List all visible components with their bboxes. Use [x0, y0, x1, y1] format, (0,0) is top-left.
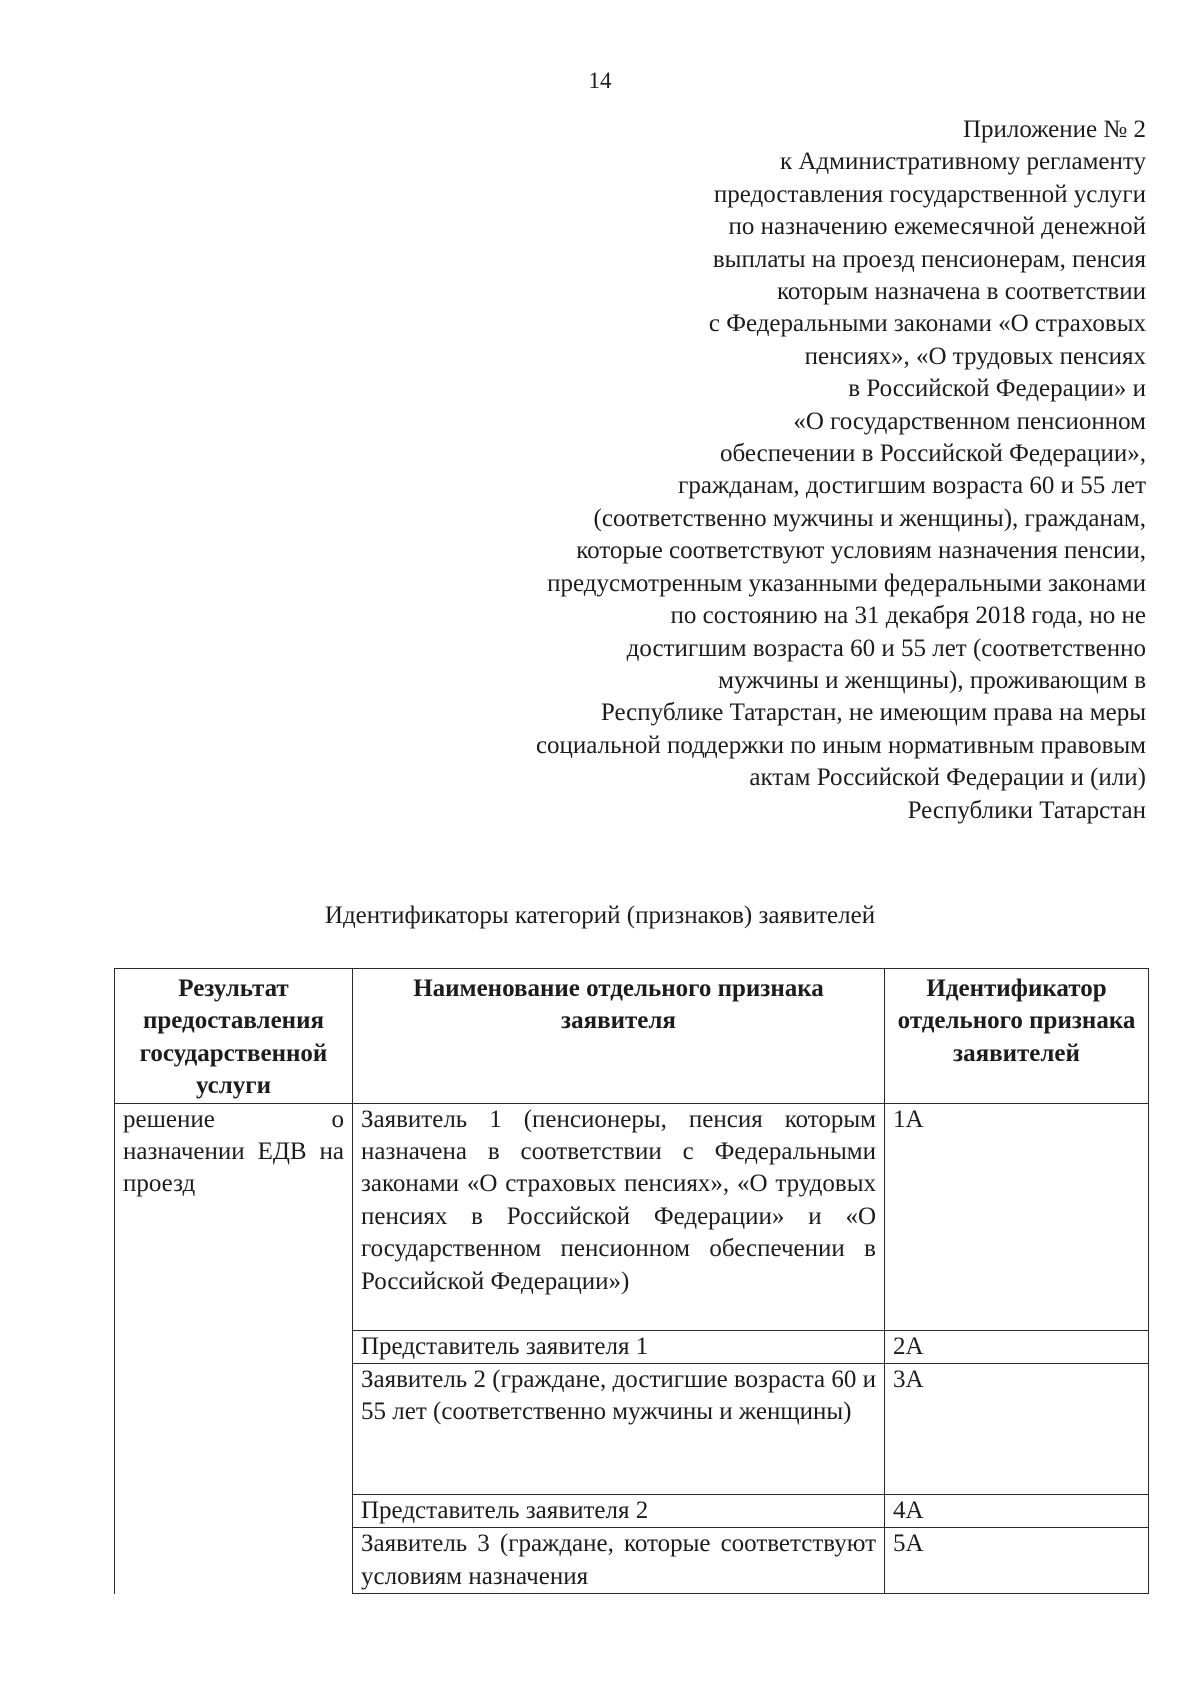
page-number: 14	[588, 68, 612, 93]
appendix-line: актам Российской Федерации и (или)	[749, 764, 1146, 792]
identifier-cell: 2А	[885, 1330, 1149, 1363]
appendix-line: предусмотренным указанными федеральными законами	[547, 569, 1146, 597]
appendix-header	[426, 114, 1146, 827]
identifiers-table	[114, 968, 1149, 1594]
header-name: Наименование отдельного признака заявителя	[353, 969, 885, 1104]
header-identifier: Идентификатор отдельного признака заявителей	[885, 969, 1149, 1104]
appendix-line: по состоянию на 31 декабря 2018 года, но не	[670, 602, 1146, 630]
identifier-cell: 1А	[885, 1103, 1149, 1330]
sign-name-cell: Заявитель 3 (граждане, которые соответствуют условиям назначения	[353, 1528, 885, 1594]
appendix-line: предоставления государственной услуги	[713, 180, 1146, 208]
appendix-line: Республики Татарстан	[907, 796, 1146, 824]
appendix-line: обеспечении в Российской Федерации»,	[720, 440, 1146, 468]
identifier-cell: 3А	[885, 1364, 1149, 1495]
table-row	[115, 1103, 1149, 1330]
sign-name-cell: Представитель заявителя 2	[353, 1495, 885, 1528]
identifier-cell: 5А	[885, 1528, 1149, 1594]
appendix-line: пенсиях», «О трудовых пенсиях	[804, 342, 1146, 370]
appendix-line: мужчины и женщины), проживающим в	[718, 666, 1146, 694]
sign-name-cell: Заявитель 1 (пенсионеры, пенсия которым назначена в соответствии с Федеральными законами «О страховых пенсиях», «О трудовых пенсиях в Российской Федерации» и «О государственном пенсионном обеспечении в Российской Федерации»)	[353, 1103, 885, 1330]
table-title: Идентификаторы категорий (признаков) заявителей	[324, 902, 876, 929]
appendix-line: социальной поддержки по иным нормативным правовым	[535, 731, 1146, 759]
appendix-line: по назначению ежемесячной денежной	[728, 213, 1146, 241]
appendix-line: «О государственном пенсионном	[793, 407, 1146, 435]
appendix-line: в Российской Федерации» и	[848, 375, 1146, 403]
appendix-line: которым назначена в соответствии	[776, 278, 1146, 306]
appendix-line: достигшим возраста 60 и 55 лет (соответственно	[626, 634, 1146, 662]
sign-name-cell: Заявитель 2 (граждане, достигшие возраста 60 и 55 лет (соответственно мужчины и женщины)	[353, 1364, 885, 1495]
appendix-line: (соответственно мужчины и женщины), гражданам,	[593, 504, 1146, 532]
appendix-line: Приложение № 2	[962, 116, 1146, 143]
appendix-line: гражданам, достигшим возраста 60 и 55 лет	[678, 472, 1146, 500]
table-header-row	[115, 969, 1149, 1104]
appendix-line: с Федеральными законами «О страховых	[708, 310, 1146, 338]
header-result: Результат предоставления государственной услуги	[115, 969, 353, 1104]
identifier-cell: 4А	[885, 1495, 1149, 1528]
appendix-line: Республике Татарстан, не имеющим права на меры	[600, 699, 1146, 727]
appendix-line: к Административному регламенту	[779, 148, 1146, 176]
appendix-line: которые соответствуют условиям назначения пенсии,	[576, 537, 1146, 565]
appendix-line: выплаты на проезд пенсионерам, пенсия	[712, 245, 1146, 273]
sign-name-cell: Представитель заявителя 1	[353, 1330, 885, 1363]
result-cell: решение о назначении ЕДВ на проезд	[115, 1103, 353, 1594]
